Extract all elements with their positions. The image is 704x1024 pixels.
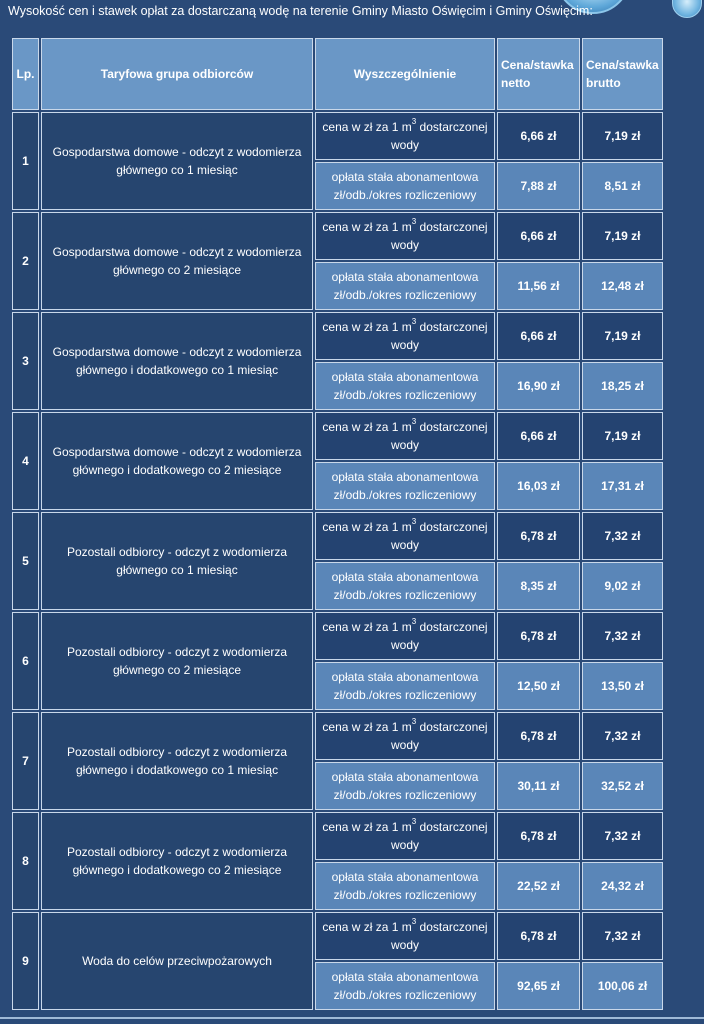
water-price-label-end: dostarczonej wody	[390, 220, 488, 252]
subscription-fee-label: opłata stała abonamentowa zł/odb./okres rozliczeniowy	[315, 662, 495, 710]
subscription-fee-net: 8,35 zł	[497, 562, 580, 610]
cubic-superscript: 3	[411, 917, 417, 926]
cubic-superscript: 3	[411, 217, 417, 226]
tariff-table	[10, 36, 665, 1012]
water-price-net: 6,78 zł	[497, 812, 580, 860]
water-price-net: 6,78 zł	[497, 612, 580, 660]
subscription-fee-gross: 17,31 zł	[582, 462, 663, 510]
row-number: 9	[12, 912, 39, 1010]
header-group: Taryfowa grupa odbiorców	[41, 38, 313, 110]
table-row	[12, 412, 663, 460]
subscription-fee-net: 7,88 zł	[497, 162, 580, 210]
header-lp: Lp.	[12, 38, 39, 110]
subscription-fee-net: 30,11 zł	[497, 762, 580, 810]
water-price-label	[315, 112, 495, 160]
bottom-divider	[0, 1017, 704, 1019]
water-price-label-end: dostarczonej wody	[390, 320, 488, 352]
table-row	[12, 612, 663, 660]
water-price-label	[315, 412, 495, 460]
row-number: 1	[12, 112, 39, 210]
water-price-gross: 7,32 zł	[582, 912, 663, 960]
water-price-label-end: dostarczonej wody	[390, 520, 488, 552]
header-gross-price: Cena/stawka brutto	[582, 38, 663, 110]
water-price-label-start: cena w zł za 1 m	[322, 320, 412, 334]
subscription-fee-net: 22,52 zł	[497, 862, 580, 910]
water-price-net: 6,66 zł	[497, 312, 580, 360]
water-price-label-start: cena w zł za 1 m	[322, 620, 412, 634]
cubic-superscript: 3	[411, 817, 417, 826]
cubic-superscript: 3	[411, 517, 417, 526]
water-price-net: 6,66 zł	[497, 212, 580, 260]
table-row	[12, 812, 663, 860]
water-price-label-start: cena w zł za 1 m	[322, 820, 412, 834]
customer-group: Gospodarstwa domowe - odczyt z wodomierza głównego i dodatkowego co 1 miesiąc	[41, 312, 313, 410]
subscription-fee-gross: 13,50 zł	[582, 662, 663, 710]
row-number: 3	[12, 312, 39, 410]
water-price-net: 6,78 zł	[497, 512, 580, 560]
table-row	[12, 912, 663, 960]
row-number: 6	[12, 612, 39, 710]
water-price-label-end: dostarczonej wody	[390, 120, 488, 152]
subscription-fee-label: opłata stała abonamentowa zł/odb./okres rozliczeniowy	[315, 362, 495, 410]
water-price-label	[315, 512, 495, 560]
subscription-fee-gross: 100,06 zł	[582, 962, 663, 1010]
water-price-gross: 7,32 zł	[582, 812, 663, 860]
water-price-net: 6,78 zł	[497, 712, 580, 760]
subscription-fee-label: opłata stała abonamentowa zł/odb./okres rozliczeniowy	[315, 462, 495, 510]
water-price-net: 6,78 zł	[497, 912, 580, 960]
table-row	[12, 712, 663, 760]
row-number: 7	[12, 712, 39, 810]
cubic-superscript: 3	[411, 317, 417, 326]
water-price-gross: 7,32 zł	[582, 712, 663, 760]
customer-group: Pozostali odbiorcy - odczyt z wodomierza głównego i dodatkowego co 1 miesiąc	[41, 712, 313, 810]
water-price-label	[315, 812, 495, 860]
table-header-row	[12, 38, 663, 110]
subscription-fee-net: 92,65 zł	[497, 962, 580, 1010]
row-number: 8	[12, 812, 39, 910]
water-price-label-start: cena w zł za 1 m	[322, 220, 412, 234]
cubic-superscript: 3	[411, 417, 417, 426]
water-price-label-end: dostarczonej wody	[390, 920, 488, 952]
table-row	[12, 312, 663, 360]
table-row	[12, 212, 663, 260]
subscription-fee-gross: 18,25 zł	[582, 362, 663, 410]
row-number: 2	[12, 212, 39, 310]
water-price-gross: 7,32 zł	[582, 512, 663, 560]
water-price-label-end: dostarczonej wody	[390, 820, 488, 852]
subscription-fee-gross: 32,52 zł	[582, 762, 663, 810]
row-number: 4	[12, 412, 39, 510]
water-price-label-start: cena w zł za 1 m	[322, 120, 412, 134]
row-number: 5	[12, 512, 39, 610]
customer-group: Pozostali odbiorcy - odczyt z wodomierza głównego co 2 miesiące	[41, 612, 313, 710]
header-net-price: Cena/stawka netto	[497, 38, 580, 110]
table-row	[12, 112, 663, 160]
water-drop-small-decoration	[672, 0, 702, 18]
water-price-label-start: cena w zł za 1 m	[322, 520, 412, 534]
customer-group: Gospodarstwa domowe - odczyt z wodomierza głównego co 1 miesiąc	[41, 112, 313, 210]
subscription-fee-gross: 12,48 zł	[582, 262, 663, 310]
water-price-label	[315, 712, 495, 760]
water-price-label-end: dostarczonej wody	[390, 720, 488, 752]
water-price-label-end: dostarczonej wody	[390, 620, 488, 652]
subscription-fee-label: opłata stała abonamentowa zł/odb./okres rozliczeniowy	[315, 962, 495, 1010]
table-body	[12, 112, 663, 1010]
subscription-fee-label: opłata stała abonamentowa zł/odb./okres rozliczeniowy	[315, 162, 495, 210]
water-price-label-start: cena w zł za 1 m	[322, 920, 412, 934]
subscription-fee-net: 11,56 zł	[497, 262, 580, 310]
customer-group: Pozostali odbiorcy - odczyt z wodomierza głównego co 1 miesiąc	[41, 512, 313, 610]
customer-group: Pozostali odbiorcy - odczyt z wodomierza głównego i dodatkowego co 2 miesiące	[41, 812, 313, 910]
customer-group: Gospodarstwa domowe - odczyt z wodomierza głównego co 2 miesiące	[41, 212, 313, 310]
subscription-fee-gross: 24,32 zł	[582, 862, 663, 910]
water-price-label-start: cena w zł za 1 m	[322, 720, 412, 734]
water-price-net: 6,66 zł	[497, 112, 580, 160]
water-price-gross: 7,19 zł	[582, 112, 663, 160]
water-price-label	[315, 312, 495, 360]
subscription-fee-net: 16,03 zł	[497, 462, 580, 510]
table-row	[12, 512, 663, 560]
subscription-fee-label: opłata stała abonamentowa zł/odb./okres rozliczeniowy	[315, 862, 495, 910]
header-description: Wyszczególnienie	[315, 38, 495, 110]
subscription-fee-label: opłata stała abonamentowa zł/odb./okres rozliczeniowy	[315, 262, 495, 310]
water-price-label-end: dostarczonej wody	[390, 420, 488, 452]
cubic-superscript: 3	[411, 617, 417, 626]
cubic-superscript: 3	[411, 717, 417, 726]
water-price-label	[315, 912, 495, 960]
cubic-superscript: 3	[411, 117, 417, 126]
customer-group: Woda do celów przeciwpożarowych	[41, 912, 313, 1010]
water-price-label	[315, 212, 495, 260]
subscription-fee-net: 16,90 zł	[497, 362, 580, 410]
customer-group: Gospodarstwa domowe - odczyt z wodomierza głównego i dodatkowego co 2 miesiące	[41, 412, 313, 510]
subscription-fee-gross: 9,02 zł	[582, 562, 663, 610]
subscription-fee-label: opłata stała abonamentowa zł/odb./okres rozliczeniowy	[315, 562, 495, 610]
water-price-net: 6,66 zł	[497, 412, 580, 460]
subscription-fee-net: 12,50 zł	[497, 662, 580, 710]
subscription-fee-gross: 8,51 zł	[582, 162, 663, 210]
water-price-label-start: cena w zł za 1 m	[322, 420, 412, 434]
water-price-gross: 7,19 zł	[582, 212, 663, 260]
page-title: Wysokość cen i stawek opłat za dostarczaną wodę na terenie Gminy Miasto Oświęcim i Gminy Oświęcim:	[8, 4, 593, 18]
water-price-gross: 7,32 zł	[582, 612, 663, 660]
subscription-fee-label: opłata stała abonamentowa zł/odb./okres rozliczeniowy	[315, 762, 495, 810]
water-price-gross: 7,19 zł	[582, 312, 663, 360]
water-price-gross: 7,19 zł	[582, 412, 663, 460]
water-price-label	[315, 612, 495, 660]
